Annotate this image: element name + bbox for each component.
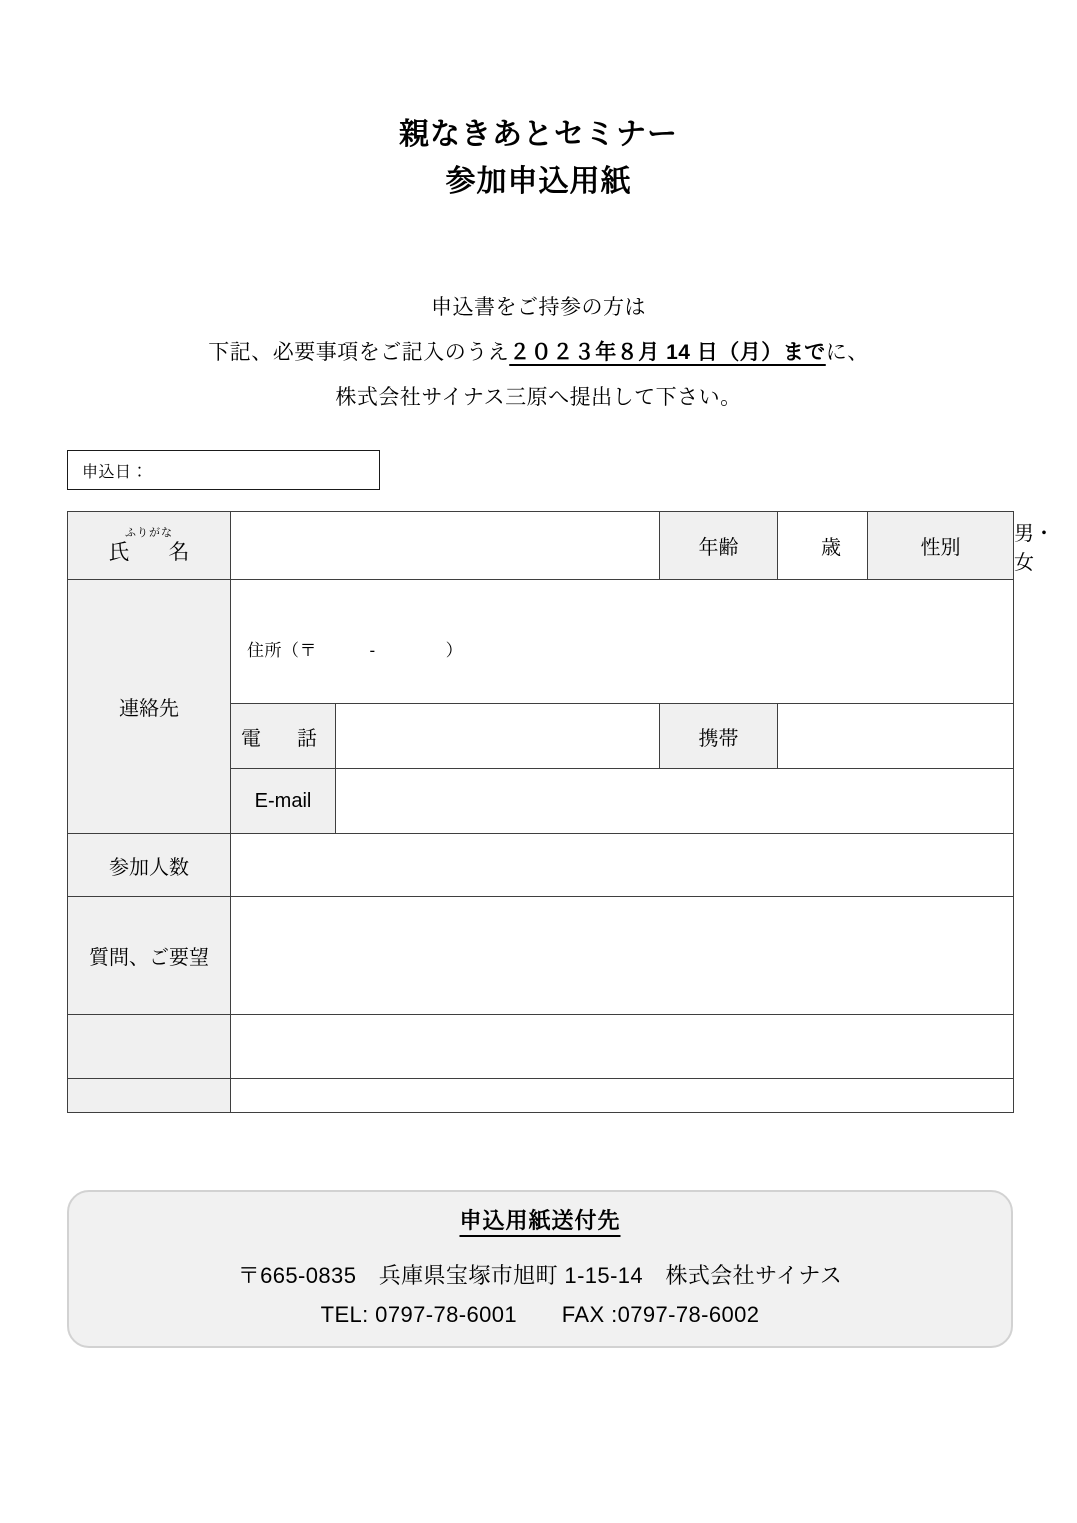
phone-input-cell[interactable] — [336, 704, 660, 769]
intro-line-2 — [0, 330, 1077, 375]
table-row-attendees — [68, 834, 1014, 897]
intro-line-3: 株式会社サイナス三原へ提出して下さい。 — [335, 386, 742, 410]
table-row-blank-2 — [68, 1079, 1014, 1113]
intro-line-1: 申込書をご持参の方は — [431, 296, 646, 319]
mobile-input-cell[interactable] — [778, 704, 1014, 769]
table-row-address — [68, 580, 1014, 704]
questions-label-cell: 質問、ご要望 — [68, 897, 231, 1015]
address-cell[interactable] — [231, 580, 1014, 704]
intro-paragraph — [0, 285, 1077, 420]
company-contact: TEL: 0797-78-6001 FAX :0797-78-6002 — [320, 1301, 760, 1327]
application-form-table — [67, 511, 1055, 1113]
table-row-blank-1 — [68, 1015, 1014, 1079]
age-unit: 歳 — [821, 537, 842, 559]
gender-label-cell: 性別 — [868, 512, 1014, 580]
mobile-label-cell: 携帯 — [660, 704, 778, 769]
questions-input-cell[interactable] — [231, 897, 1014, 1015]
blank-input-cell-1[interactable] — [231, 1015, 1014, 1079]
intro-line-2-suffix: に、 — [825, 341, 869, 365]
company-address: 〒665-0835 兵庫県宝塚市旭町 1-15-14 株式会社サイナス — [237, 1263, 843, 1288]
phone-label-cell: 電 話 — [231, 704, 336, 769]
attendees-label-cell: 参加人数 — [68, 834, 231, 897]
submission-address-title: 申込用紙送付先 — [459, 1208, 621, 1233]
blank-input-cell-2[interactable] — [231, 1079, 1014, 1113]
application-date-box[interactable] — [67, 450, 380, 490]
name-input-cell[interactable] — [231, 512, 660, 580]
age-value-cell[interactable] — [778, 512, 868, 580]
title-line-1: 親なきあとセミナー — [399, 118, 678, 151]
attendees-input-cell[interactable] — [231, 834, 1014, 897]
email-input-cell[interactable] — [336, 769, 1014, 834]
title-line-2: 参加申込用紙 — [445, 164, 632, 198]
application-date-label: 申込日： — [82, 463, 149, 481]
contact-label-cell: 連絡先 — [68, 580, 231, 834]
submission-address-panel — [67, 1190, 1013, 1348]
address-label: 住所（〒 - ） — [247, 641, 464, 660]
blank-label-cell-1 — [68, 1015, 231, 1079]
name-label-cell — [68, 512, 231, 580]
email-label-cell: E-mail — [231, 769, 336, 834]
furigana-label: ふりがな — [125, 526, 173, 539]
deadline-emphasis: ２０２３年８月 14 日（月）まで — [509, 341, 826, 365]
age-label-cell: 年齢 — [660, 512, 778, 580]
table-row-name: ふりがな 氏 名 年齢 歳 性別 男・女 — [68, 512, 1014, 580]
intro-line-2-prefix: 下記、必要事項をご記入のうえ — [208, 341, 510, 365]
blank-label-cell-2 — [68, 1079, 231, 1113]
table-row-questions — [68, 897, 1014, 1015]
name-label: 氏 名 — [108, 541, 199, 564]
page-title — [0, 112, 1077, 205]
